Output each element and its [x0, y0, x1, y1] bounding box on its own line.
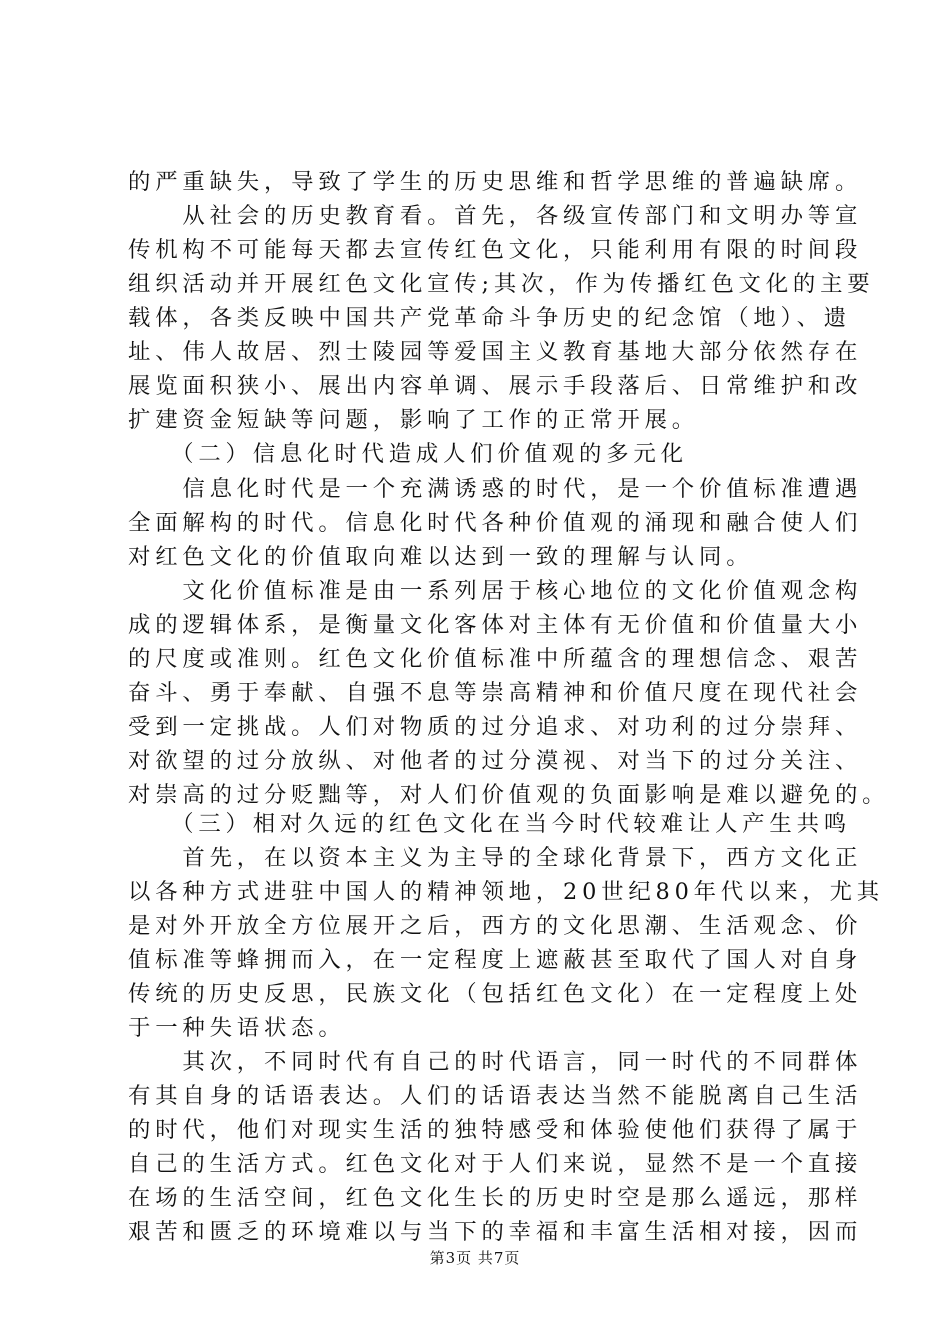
text-line: 以各种方式进驻中国人的精神领地，20世纪80年代以来，尤其 — [128, 879, 884, 905]
text-line: 其次，不同时代有自己的时代语言，同一时代的不同群体 — [128, 1049, 863, 1075]
text-line: 在场的生活空间，红色文化生长的历史时空是那么遥远，那样 — [128, 1185, 863, 1211]
text-line: 值标准等蜂拥而入，在一定程度上遮蔽甚至取代了国人对自身 — [128, 947, 863, 973]
text-line: 组织活动并开展红色文化宣传;其次，作为传播红色文化的主要 — [128, 271, 875, 297]
text-line: 对欲望的过分放纵、对他者的过分漠视、对当下的过分关注、 — [128, 748, 863, 774]
text-line: 载体，各类反映中国共产党革命斗争历史的纪念馆（地）、遗 — [128, 305, 851, 331]
text-line: 的严重缺失，导致了学生的历史思维和哲学思维的普遍缺席。 — [128, 169, 863, 195]
text-line: 信息化时代是一个充满诱惑的时代，是一个价值标准遭遇 — [128, 476, 863, 502]
text-line: （二）信息化时代造成人们价值观的多元化 — [128, 441, 688, 467]
text-line: 自己的生活方式。红色文化对于人们来说，显然不是一个直接 — [128, 1151, 863, 1177]
text-line: 首先，在以资本主义为主导的全球化背景下，西方文化正 — [128, 845, 863, 871]
text-line: 文化价值标准是由一系列居于核心地位的文化价值观念构 — [128, 578, 863, 604]
text-line: （三）相对久远的红色文化在当今时代较难让人产生共鸣 — [128, 811, 851, 837]
text-line: 艰苦和匮乏的环境难以与当下的幸福和丰富生活相对接，因而 — [128, 1219, 863, 1245]
text-line: 传机构不可能每天都去宣传红色文化，只能利用有限的时间段 — [128, 237, 863, 263]
text-line: 扩建资金短缺等问题，影响了工作的正常开展。 — [128, 407, 700, 433]
text-line: 从社会的历史教育看。首先，各级宣传部门和文明办等宣 — [128, 203, 863, 229]
text-line: 是对外开放全方位展开之后，西方的文化思潮、生活观念、价 — [128, 913, 863, 939]
text-line: 于一种失语状态。 — [128, 1015, 346, 1041]
text-line: 奋斗、勇于奉献、自强不息等崇高精神和价值尺度在现代社会 — [128, 680, 863, 706]
text-line: 受到一定挑战。人们对物质的过分追求、对功利的过分崇拜、 — [128, 714, 863, 740]
text-line: 有其自身的话语表达。人们的话语表达当然不能脱离自己生活 — [128, 1083, 863, 1109]
text-line: 成的逻辑体系，是衡量文化客体对主体有无价值和价值量大小 — [128, 612, 863, 638]
page-footer: 第3页 共7页 — [429, 1249, 521, 1267]
text-line: 传统的历史反思，民族文化（包括红色文化）在一定程度上处 — [128, 981, 863, 1007]
text-line: 对崇高的过分贬黜等，对人们价值观的负面影响是难以避免的。 — [128, 782, 890, 808]
text-line: 对红色文化的价值取向难以达到一致的理解与认同。 — [128, 544, 754, 570]
text-line: 全面解构的时代。信息化时代各种价值观的涌现和融合使人们 — [128, 510, 863, 536]
text-line: 的尺度或准则。红色文化价值标准中所蕴含的理想信念、艰苦 — [128, 646, 863, 672]
text-line: 展览面积狭小、展出内容单调、展示手段落后、日常维护和改 — [128, 373, 863, 399]
text-line: 址、伟人故居、烈士陵园等爱国主义教育基地大部分依然存在 — [128, 339, 863, 365]
text-line: 的时代，他们对现实生活的独特感受和体验使他们获得了属于 — [128, 1117, 863, 1143]
